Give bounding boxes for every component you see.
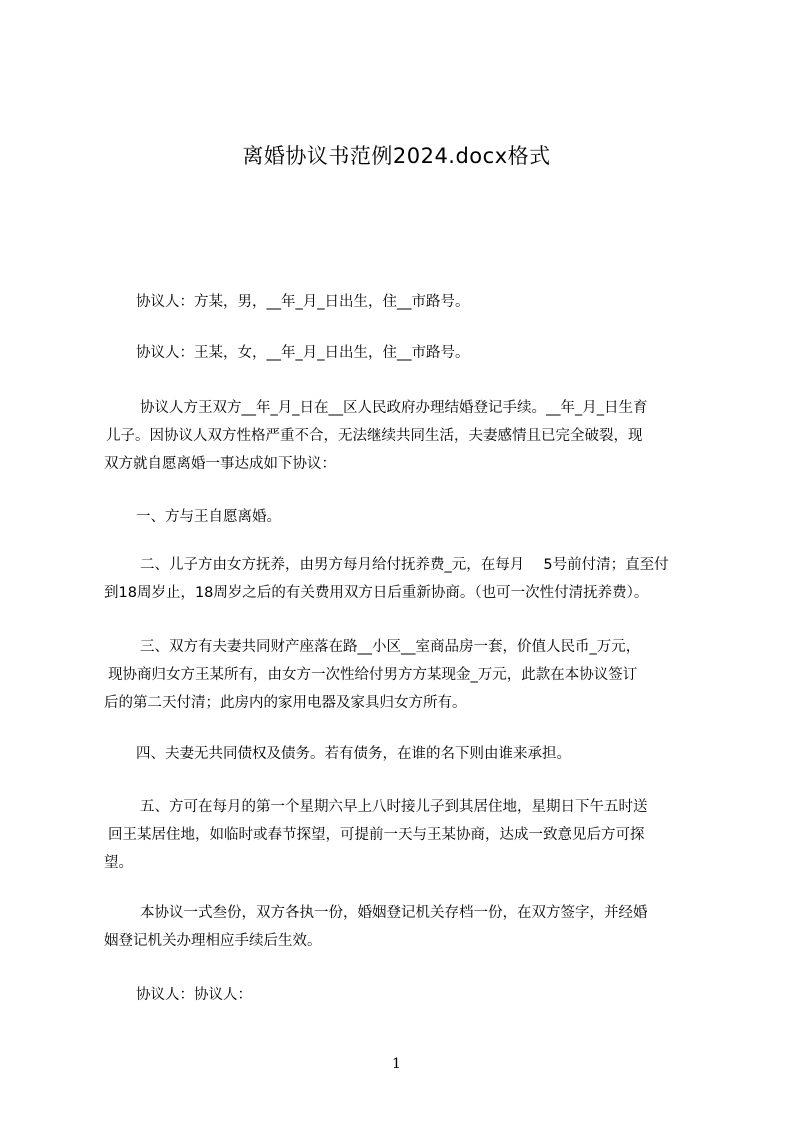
paragraph-line: 后的第二天付清；此房内的家用电器及家具归女方所有。: [104, 695, 467, 711]
paragraph-line: 四、夫妻无共同债权及债务。若有债务，在谁的名下则由谁来承担。: [136, 746, 571, 762]
paragraph-effectiveness: [104, 899, 704, 955]
paragraph-line: 姻登记机关办理相应手续后生效。: [104, 933, 322, 949]
paragraph-party-a: [104, 288, 704, 316]
paragraph-line: 协议人：方某，男，__年_月_日出生，住__市路号。: [136, 294, 470, 310]
paragraph-background: [104, 394, 704, 478]
paragraph-line: 一、方与王自愿离婚。: [136, 509, 281, 525]
paragraph-signatures: [104, 981, 704, 1009]
paragraph-clause-5: [104, 793, 704, 877]
paragraph-line: 儿子。因协议人双方性格严重不合，无法继续共同生活，夫妻感情且已完全破裂，现: [106, 428, 643, 444]
paragraph-clause-2: [104, 551, 704, 607]
paragraph-clause-1: [104, 503, 704, 531]
document-title: 离婚协议书范例2024.docx格式: [242, 144, 551, 168]
paragraph-party-b: [104, 339, 704, 367]
paragraph-line: 到18周岁止，18周岁之后的有关费用双方日后重新协商。（也可一次性付清抚养费）。: [104, 585, 649, 601]
paragraph-line: 本协议一式叁份，双方各执一份，婚姻登记机关存档一份，在双方签字，并经婚: [140, 905, 648, 921]
paragraph-clause-3: [104, 633, 704, 717]
paragraph-line: 回王某居住地，如临时或春节探望，可提前一天与王某协商，达成一致意见后方可探: [108, 827, 645, 843]
paragraph-line: 协议人：王某，女，__年_月_日出生，住__市路号。: [136, 345, 470, 361]
paragraph-line: 二、儿子方由女方抚养，由男方每月给付抚养费_元，在每月 5号前付清；直至付: [140, 557, 669, 573]
paragraph-clause-4: [104, 740, 704, 768]
paragraph-line: 三、双方有夫妻共同财产座落在路__小区__室商品房一套，价值人民币_万元，: [140, 639, 641, 655]
paragraph-line: 协议人方王双方__年_月_日在__区人民政府办理结婚登记手续。__年_月_日生育: [140, 400, 648, 416]
paragraph-line: 现协商归女方王某所有，由女方一次性给付男方方某现金_万元，此款在本协议签订: [108, 667, 638, 683]
page-number: 1: [392, 1056, 401, 1072]
paragraph-line: 协议人：协议人：: [136, 987, 252, 1003]
paragraph-line: 双方就自愿离婚一事达成如下协议：: [104, 456, 336, 472]
paragraph-line: 五、方可在每月的第一个星期六早上八时接儿子到其居住地，星期日下午五时送: [140, 799, 648, 815]
paragraph-line: 望。: [104, 855, 133, 871]
